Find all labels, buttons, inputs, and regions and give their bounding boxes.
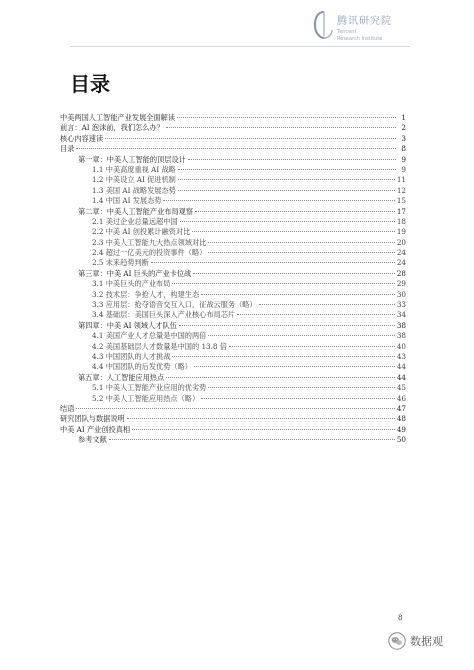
toc-leader-dots [166,127,396,128]
toc-leader-dots [177,117,396,118]
toc-entry[interactable] [60,113,406,123]
toc-entry-label: 1.4 中国 AI 发展态势 [92,196,162,206]
toc-entry-label: 2.4 超过一亿美元的投资事件（略） [92,248,207,258]
toc-entry-page: 28 [396,268,406,278]
toc-leader-dots [166,377,395,378]
toc-leader-dots [109,439,395,440]
toc-entry-page: 44 [396,372,406,382]
toc-entry-page: 1 [401,113,406,122]
toc-entry-label: 前言：AI 泡沫前，我们怎么办？ [60,123,164,133]
toc-entry-label: 第一章：中美人工智能的顶层设计 [78,154,186,164]
toc-entry[interactable] [60,352,406,362]
toc-leader-dots [208,335,395,336]
toc-entry-label: 1.1 中美高度重视 AI 战略 [92,164,176,174]
toc-entry-label: 目录 [60,144,75,154]
toc-entry-page: 33 [396,300,406,310]
toc-entry-page: 8 [401,144,406,154]
toc-leader-dots [172,356,394,357]
toc-entry[interactable] [60,144,406,154]
page-title: 目录 [70,72,110,96]
toc-leader-dots [127,418,395,419]
toc-entry[interactable] [60,258,406,268]
toc-leader-dots [105,138,396,139]
logo-mark-icon [313,10,335,40]
toc-entry-page: 40 [396,341,406,351]
toc-leader-dots [229,346,395,347]
toc-leader-dots [151,262,395,263]
toc-entry-label: 第五章：人工智能应用热点 [78,372,165,382]
page-number: 8 [398,614,403,622]
toc-entry-label: 第三章：中美 AI 巨头的产业卡位战 [78,268,192,278]
toc-entry-label: 第二章：中美人工智能产业布局观察 [78,206,194,216]
toc-leader-dots [179,325,395,326]
toc-entry-page: 18 [396,216,406,226]
toc-entry-label: 核心内容速读 [60,133,104,143]
toc-entry[interactable] [60,425,406,435]
toc-entry-page: 17 [396,206,406,216]
toc-leader-dots [201,294,395,295]
toc-entry-page: 48 [396,414,406,424]
toc-leader-dots [208,252,395,253]
toc-entry-page: 20 [396,237,406,247]
toc-entry[interactable] [60,342,406,352]
toc-entry[interactable] [60,290,406,300]
toc-entry[interactable] [60,414,406,424]
toc-entry[interactable] [60,165,406,175]
toc-leader-dots [76,408,394,409]
toc-entry[interactable] [60,207,406,217]
toc-entry[interactable] [60,238,406,248]
toc-entry-label: 2.1 美过企业总量远超中国 [92,216,178,226]
tencent-research-logo [313,10,413,44]
toc-leader-dots [194,366,395,367]
toc-entry[interactable] [60,279,406,289]
toc-entry-label: 第四章：中美 AI 领域人才队伍 [78,320,177,330]
toc-entry-page: 2 [401,123,406,133]
toc-entry-label: 1.2 中美设立 AI 促进机制 [92,175,176,185]
toc-entry[interactable] [60,248,406,258]
toc-leader-dots [195,211,395,212]
toc-entry-page: 29 [396,279,406,289]
toc-entry-page: 50 [396,435,406,445]
table-of-contents [60,113,406,446]
toc-entry-page: 44 [396,362,406,372]
toc-entry-label: 5.2 中美人工智能应用热点（略） [92,393,200,403]
toc-entry-page: 34 [396,310,406,320]
toc-entry-page: 3 [401,133,406,143]
toc-entry[interactable] [60,373,406,383]
toc-leader-dots [163,200,394,201]
toc-entry[interactable] [60,404,406,414]
toc-entry-label: 2.2 中美 AI 创投累计融资对比 [92,227,191,237]
toc-entry-label: 2.3 中美人工智能九大热点领域对比 [92,237,207,247]
toc-entry-page: 38 [396,331,406,341]
toc-entry-page: 49 [396,424,406,434]
toc-leader-dots [193,273,395,274]
wechat-icon [388,632,406,650]
toc-leader-dots [178,190,395,191]
toc-entry-page: 24 [396,258,406,268]
header-divider [70,46,410,47]
toc-leader-dots [76,148,396,149]
toc-entry[interactable] [60,123,406,133]
toc-leader-dots [208,242,395,243]
toc-entry[interactable] [60,196,406,206]
toc-entry-page: 45 [396,383,406,393]
toc-entry[interactable] [60,300,406,310]
logo-chinese-name: 腾讯研究院 [337,16,392,27]
toc-entry-page: 47 [396,403,406,413]
toc-entry[interactable] [60,217,406,227]
toc-entry-page: 19 [396,227,406,237]
toc-entry[interactable] [60,175,406,185]
toc-entry-label: 5.1 中美人工智能产业应用的优劣势 [92,383,207,393]
toc-entry-label: 4.3 中国团队的人才挑战 [92,351,171,361]
toc-entry[interactable] [60,155,406,165]
toc-entry-page: 43 [396,351,406,361]
toc-leader-dots [188,159,396,160]
toc-entry[interactable] [60,227,406,237]
toc-entry-label: 结语 [60,403,75,413]
toc-leader-dots [172,283,394,284]
toc-leader-dots [201,398,395,399]
toc-entry-page: 46 [396,393,406,403]
toc-entry[interactable] [60,310,406,320]
toc-entry[interactable] [60,186,406,196]
toc-entry-page: 12 [396,185,406,195]
toc-leader-dots [208,387,395,388]
toc-entry[interactable] [60,331,406,341]
toc-entry-label: 1.3 美国 AI 战略发展态势 [92,185,176,195]
toc-entry-label: 4.4 中国团队的后发优势（略） [92,362,192,372]
toc-entry[interactable] [60,134,406,144]
toc-entry-label: 3.2 技术层：争抢人才，构建生态 [92,289,200,299]
toc-entry-label: 中美两国人工智能产业发展全面解读 [60,113,176,122]
toc-entry-page: 38 [396,320,406,330]
toc-entry[interactable] [60,383,406,393]
toc-entry-label: 3.1 中美巨头的产业布局 [92,279,171,289]
logo-english-line2: Research Institute [337,36,383,42]
toc-leader-dots [237,314,395,315]
toc-entry[interactable] [60,269,406,279]
toc-entry-label: 研究团队与数据说明 [60,414,125,424]
toc-entry-page: 24 [396,248,406,258]
toc-entry[interactable] [60,394,406,404]
toc-leader-dots [180,221,395,222]
toc-entry[interactable] [60,362,406,372]
toc-entry-label: 参考文献 [78,435,107,445]
toc-entry-page: 30 [396,289,406,299]
toc-leader-dots [178,169,396,170]
toc-entry-label: 4.2 美国基础层人才数量是中国的 13.8 倍 [92,341,227,351]
toc-entry-page: 9 [401,154,406,164]
toc-leader-dots [259,304,395,305]
toc-entry-page: 9 [401,164,406,174]
toc-entry-page: 15 [396,196,406,206]
toc-leader-dots [132,429,395,430]
toc-entry-label: 3.3 应用层：抢夺语音交互入口，征战云服务（略） [92,300,257,310]
watermark-text: 数据观 [410,635,443,648]
toc-entry-label: 中美 AI 产业创投真相 [60,424,131,434]
logo-english-line1: Tencent [337,29,357,35]
toc-entry-label: 4.1 美国产业人才总量是中国的两倍 [92,331,207,341]
watermark [388,630,470,652]
toc-entry[interactable] [60,435,406,445]
toc-entry-page: 11 [396,175,406,185]
toc-leader-dots [178,179,395,180]
toc-entry-label: 3.4 基础层：美国巨头深入产业核心布局芯片 [92,310,236,320]
toc-entry[interactable] [60,321,406,331]
toc-entry-label: 2.5 未来趋势判断 [92,258,149,268]
toc-leader-dots [192,231,395,232]
